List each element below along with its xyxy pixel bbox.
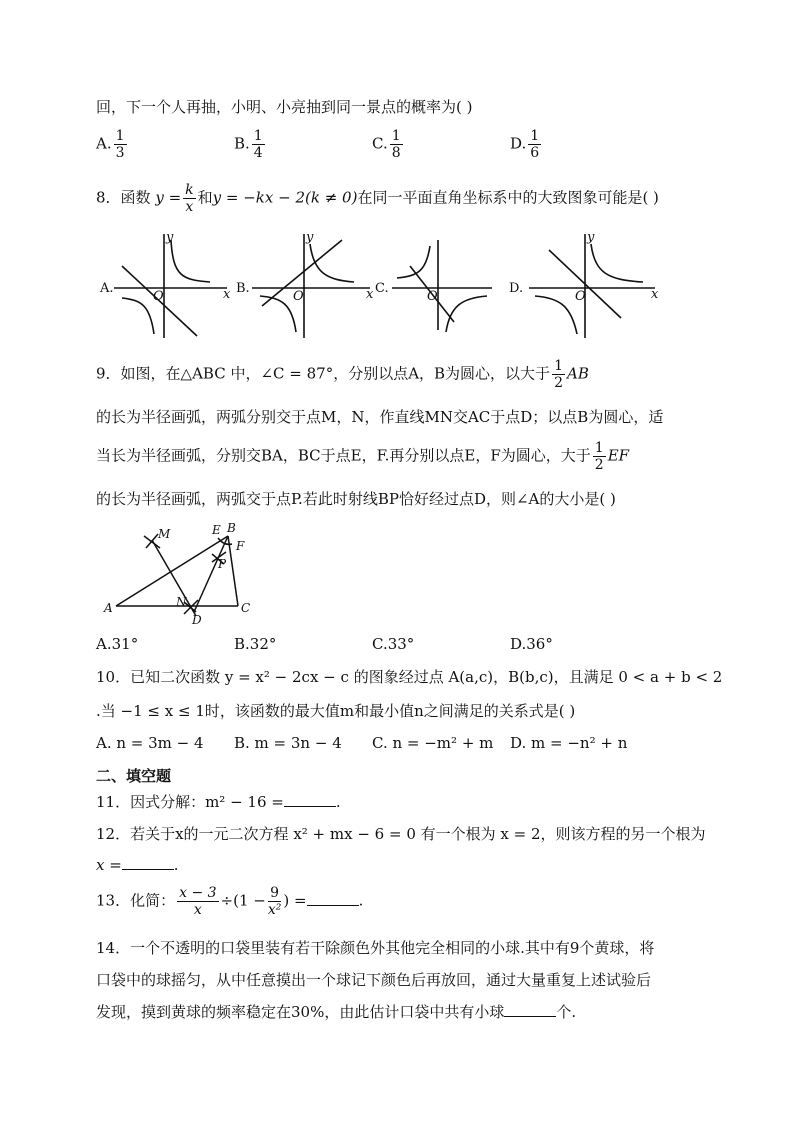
answer-blank[interactable] bbox=[122, 855, 174, 870]
point-e: E bbox=[212, 523, 221, 537]
option-label: A. bbox=[96, 134, 112, 153]
denominator: x² bbox=[267, 902, 282, 918]
point-p: P bbox=[218, 557, 227, 571]
fraction bbox=[177, 885, 218, 918]
q9-line3 bbox=[96, 440, 629, 473]
numerator: 1 bbox=[253, 128, 263, 144]
divide-sign: ÷ bbox=[220, 891, 234, 910]
q9-line1 bbox=[96, 358, 589, 391]
q8-graph-d bbox=[505, 226, 665, 344]
denominator: 8 bbox=[391, 145, 401, 161]
question-number: 8．函数 bbox=[96, 188, 151, 207]
q10-options bbox=[96, 734, 716, 774]
q14-end: 个. bbox=[556, 1003, 577, 1021]
q7-option-c bbox=[372, 128, 405, 161]
denominator: 6 bbox=[530, 145, 540, 161]
q9-text: 当长为半径画弧，分别交BA，BC于点E，F.再分别以点E，F为圆心，大于 bbox=[96, 446, 591, 465]
q12-text: x = bbox=[96, 856, 122, 874]
axis-y-label: y bbox=[166, 230, 174, 245]
graph-a-hyperbola-1 bbox=[171, 240, 210, 282]
numerator: 9 bbox=[268, 885, 282, 902]
func1-fraction bbox=[183, 182, 195, 215]
q10-option-d: D. m = −n² + n bbox=[510, 734, 628, 752]
func2: y = −kx − 2(k ≠ 0) bbox=[212, 188, 358, 207]
numerator: k bbox=[185, 182, 194, 198]
q8-stem bbox=[96, 182, 659, 215]
fraction bbox=[114, 128, 127, 161]
graph-b-label: B. bbox=[236, 281, 250, 296]
side-ab bbox=[116, 536, 228, 606]
graph-a-label: A. bbox=[100, 281, 114, 296]
fraction bbox=[390, 128, 403, 161]
q9-option-c: C.33° bbox=[372, 635, 415, 653]
axis-x-label: x bbox=[223, 287, 231, 302]
numerator: x − 3 bbox=[179, 885, 217, 901]
graph-d-label: D. bbox=[509, 281, 524, 296]
graph-d-hyperbola-2 bbox=[535, 296, 577, 334]
q9-option-d: D.36° bbox=[510, 635, 553, 653]
conjunction: 和 bbox=[197, 188, 213, 207]
denominator: x bbox=[185, 199, 194, 215]
q14-line2: 口袋中的球摇匀，从中任意摸出一个球记下颜色后再放回，通过大量重复上述试验后 bbox=[96, 971, 652, 989]
option-label: B. bbox=[234, 134, 250, 153]
axis-x-label: x bbox=[651, 287, 659, 302]
q10-line1: 10．已知二次函数 y = x² − 2cx − c 的图象经过点 A(a,c)，B(b,c)，且满足 0 < a + b < 2 bbox=[96, 668, 723, 686]
axis-x-label: x bbox=[366, 287, 374, 302]
axis-y-label: y bbox=[587, 230, 595, 245]
graph-c-hyperbola-1 bbox=[397, 246, 430, 278]
answer-blank[interactable] bbox=[504, 1002, 556, 1017]
q9-option-b: B.32° bbox=[234, 635, 277, 653]
point-f: F bbox=[236, 539, 245, 553]
numerator: 1 bbox=[554, 358, 563, 374]
q9-triangle-figure bbox=[100, 520, 260, 630]
q12-line1: 12．若关于x的一元二次方程 x² + mx − 6 = 0 有一个根为 x = 2，则该方程的另一个根为 bbox=[96, 825, 706, 843]
q9-text: AB bbox=[566, 364, 589, 383]
q14-line1: 14．一个不透明的口袋里装有若干除颜色外其他完全相同的小球.其中有9个黄球，将 bbox=[96, 939, 655, 957]
graph-a-hyperbola-2 bbox=[122, 298, 154, 334]
denominator: 2 bbox=[594, 457, 604, 473]
q13 bbox=[96, 885, 363, 918]
q9-option-a: A.31° bbox=[96, 635, 139, 653]
paren-close: ) = bbox=[283, 891, 307, 910]
period: . bbox=[358, 891, 364, 910]
period: . bbox=[173, 856, 179, 874]
numerator: 1 bbox=[594, 440, 604, 456]
q14-line3 bbox=[96, 1001, 576, 1022]
func1-lhs: y = bbox=[155, 188, 182, 207]
denominator: 4 bbox=[253, 145, 263, 161]
q11 bbox=[96, 791, 341, 812]
fraction bbox=[528, 128, 541, 161]
q10-option-b: B. m = 3n − 4 bbox=[234, 734, 342, 752]
q9-text: 9．如图，在△ABC 中，∠C = 87°，分别以点A，B为圆心，以大于 bbox=[96, 364, 551, 383]
q7-stem: 回，下一个人再抽，小明、小亮抽到同一景点的概率为( ) bbox=[96, 98, 473, 116]
q12-line2 bbox=[96, 855, 179, 874]
graph-d-hyperbola-1 bbox=[591, 244, 643, 282]
q9-line2: 的长为半径画弧，两弧分别交于点M，N，作直线MN交AC于点D；以点B为圆心，适 bbox=[96, 408, 664, 426]
q8-tail: 在同一平面直角坐标系中的大致图象可能是( ) bbox=[357, 188, 659, 207]
point-d: D bbox=[192, 613, 202, 627]
q9-line4: 的长为半径画弧，两弧交于点P.若此时射线BP恰好经过点D，则∠A的大小是( ) bbox=[96, 490, 616, 508]
origin-label: O bbox=[427, 289, 438, 304]
denominator: x bbox=[193, 902, 202, 918]
origin-label: O bbox=[575, 289, 586, 304]
q7-options bbox=[96, 128, 716, 168]
denominator: 3 bbox=[115, 145, 125, 161]
answer-blank[interactable] bbox=[284, 792, 336, 807]
q7-option-b bbox=[234, 128, 267, 161]
period: . bbox=[335, 793, 341, 811]
q14-text: 发现，摸到黄球的频率稳定在30%，由此估计口袋中共有小球 bbox=[96, 1003, 505, 1021]
q7-option-a bbox=[96, 128, 129, 161]
axis-y-label: y bbox=[306, 230, 314, 245]
point-m: M bbox=[158, 527, 171, 541]
option-label: C. bbox=[372, 134, 388, 153]
q10-option-c: C. n = −m² + m bbox=[372, 734, 494, 752]
point-n: N bbox=[176, 595, 187, 609]
answer-blank[interactable] bbox=[307, 891, 359, 906]
paren-open: (1 − bbox=[233, 891, 266, 910]
half-fraction bbox=[593, 440, 606, 473]
section-heading-fill-in: 二、填空题 bbox=[96, 767, 172, 785]
graph-b-hyperbola-2 bbox=[260, 296, 296, 332]
q9-text: EF bbox=[607, 446, 630, 465]
point-c: C bbox=[241, 601, 251, 615]
q7-option-d bbox=[510, 128, 543, 161]
graph-b-hyperbola-1 bbox=[310, 244, 354, 282]
fraction bbox=[252, 128, 265, 161]
numerator: 1 bbox=[530, 128, 540, 144]
q10-line2: .当 −1 ≤ x ≤ 1时，该函数的最大值m和最小值n之间满足的关系式是( ) bbox=[96, 702, 576, 720]
origin-label: O bbox=[293, 289, 304, 304]
half-fraction bbox=[552, 358, 565, 391]
option-label: D. bbox=[510, 134, 527, 153]
graph-c-hyperbola-2 bbox=[446, 296, 487, 332]
q8-graphs bbox=[92, 226, 502, 344]
line-mn bbox=[152, 540, 196, 616]
q11-text: 11．因式分解：m² − 16 = bbox=[96, 793, 284, 811]
point-a: A bbox=[104, 601, 113, 615]
point-b: B bbox=[227, 521, 236, 535]
numerator: 1 bbox=[391, 128, 401, 144]
fraction bbox=[268, 885, 282, 918]
q13-prefix: 13．化简： bbox=[96, 891, 176, 910]
origin-label: O bbox=[153, 289, 164, 304]
numerator: 1 bbox=[115, 128, 125, 144]
graph-c-label: C. bbox=[375, 281, 389, 296]
q10-option-a: A. n = 3m − 4 bbox=[96, 734, 204, 752]
denominator: 2 bbox=[554, 375, 563, 391]
